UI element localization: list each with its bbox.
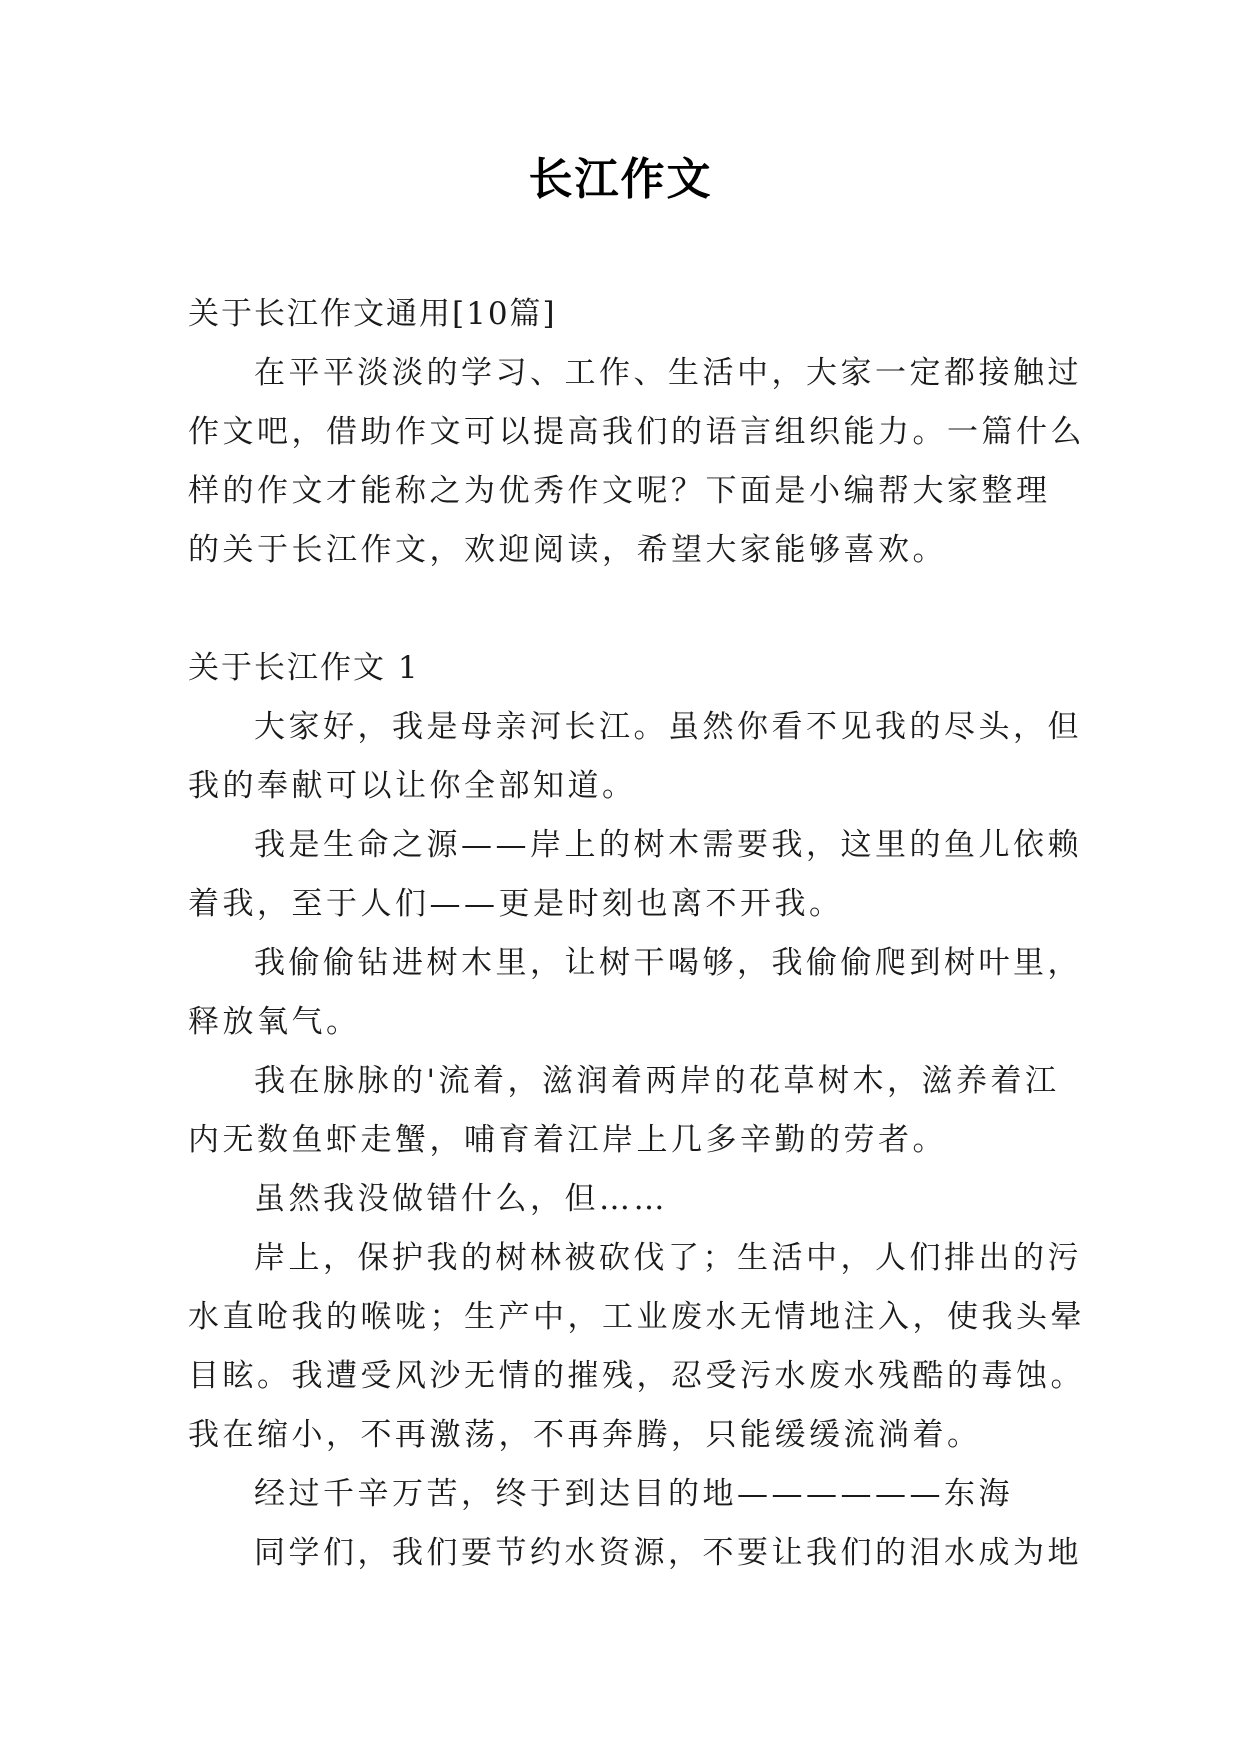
intro-line: 在平平淡淡的学习、工作、生活中，大家一定都接触过 (254, 355, 1082, 391)
document-body (188, 285, 1085, 1583)
essay-line: 水直呛我的喉咙；生产中，工业废水无情地注入，使我头晕 (188, 1299, 1085, 1335)
essay-line: 同学们，我们要节约水资源，不要让我们的泪水成为地 (254, 1535, 1082, 1571)
document-subtitle: 关于长江作文通用[10篇] (188, 296, 557, 332)
essay-line: 我的奉献可以让你全部知道。 (188, 768, 637, 804)
essay-line: 虽然我没做错什么，但…… (254, 1181, 668, 1217)
essay-line: 大家好，我是母亲河长江。虽然你看不见我的尽头，但 (254, 709, 1082, 745)
paragraph-gap (188, 580, 1068, 639)
essay-line: 我在缩小，不再激荡，不再奔腾，只能缓缓流淌着。 (188, 1417, 982, 1453)
essay-line: 我在脉脉的'流着，滋润着两岸的花草树木，滋养着江 (254, 1063, 1060, 1099)
essay-line: 目眩。我遭受风沙无情的摧残，忍受污水废水残酷的毒蚀。 (188, 1358, 1085, 1394)
essay-line: 经过千辛万苦，终于到达目的地——————东海 (254, 1476, 1013, 1512)
document-title: 长江作文 (528, 154, 713, 205)
essay-line: 释放氧气。 (188, 1004, 361, 1040)
intro-line: 作文吧，借助作文可以提高我们的语言组织能力。一篇什么 (188, 414, 1085, 450)
essay-line: 我是生命之源——岸上的树木需要我，这里的鱼儿依赖 (254, 827, 1082, 863)
intro-line: 的关于长江作文，欢迎阅读，希望大家能够喜欢。 (188, 532, 947, 568)
essay-line: 着我，至于人们——更是时刻也离不开我。 (188, 886, 844, 922)
essay-line: 岸上，保护我的树林被砍伐了；生活中，人们排出的污 (254, 1240, 1082, 1276)
essay-heading: 关于长江作文 1 (188, 650, 420, 686)
intro-line: 样的作文才能称之为优秀作文呢？下面是小编帮大家整理 (188, 473, 1051, 509)
essay-line: 我偷偷钻进树木里，让树干喝够，我偷偷爬到树叶里， (254, 945, 1082, 981)
essay-line: 内无数鱼虾走蟹，哺育着江岸上几多辛勤的劳者。 (188, 1122, 947, 1158)
